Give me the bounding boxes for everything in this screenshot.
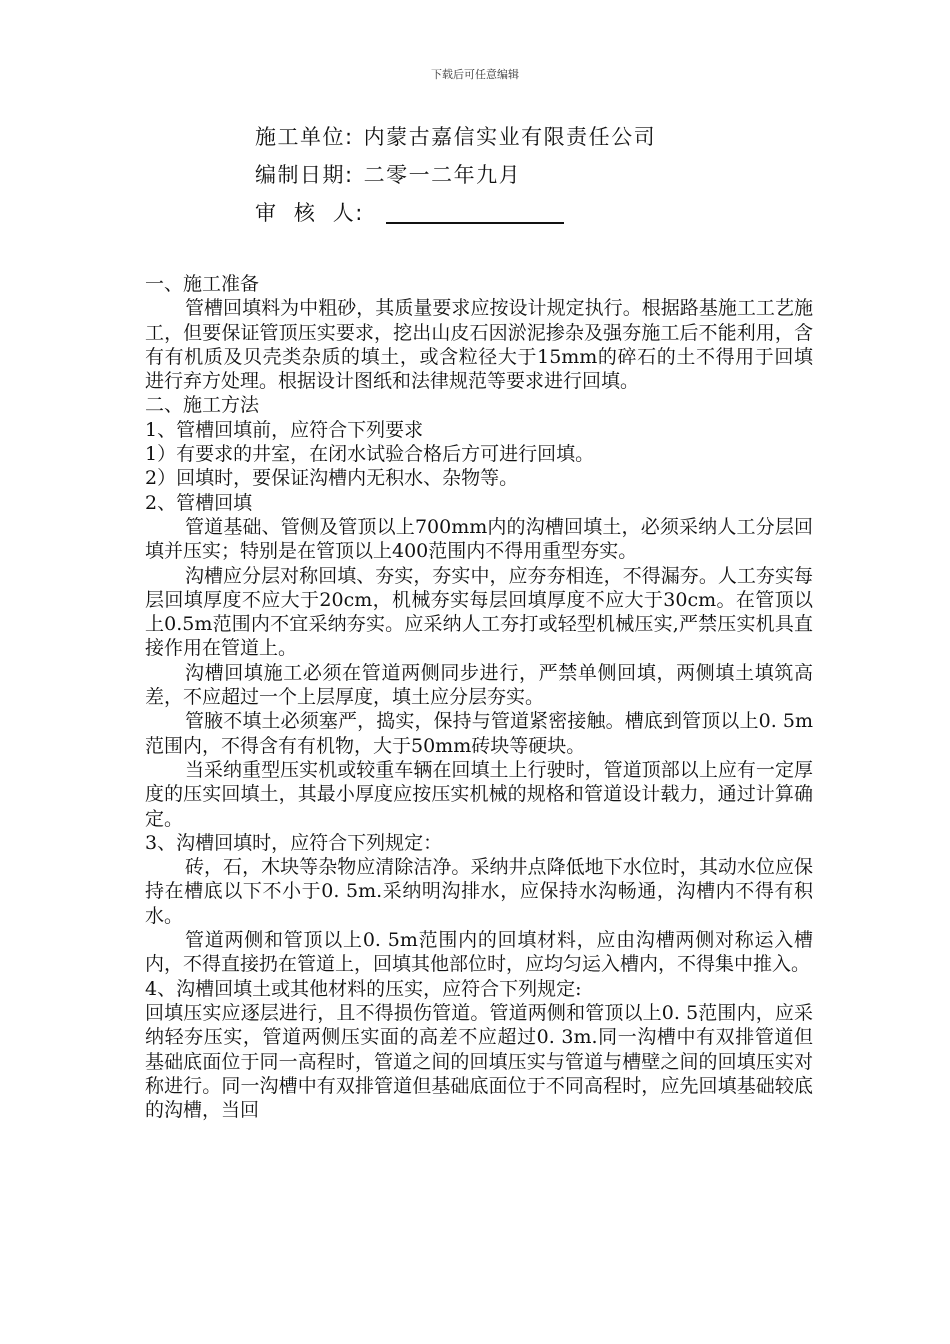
- body-paragraph: 管腋不填土必须塞严，捣实，保持与管道紧密接触。槽底到管顶以上0. 5m范围内，不得含有有机物，大于50mm砖块等硬块。: [145, 710, 813, 757]
- compile-date-label: 编制日期:: [255, 163, 354, 187]
- body-paragraph: 回填压实应逐层进行，且不得损伤管道。管道两侧和管顶以上0. 5范围内，应采纳轻夯压实，管道两侧压实面的高差不应超过0. 3m.同一沟槽中有双排管道但基础底面位于同一高程时，管道之间的回填压实与管道与槽壁之间的回填压实对称进行。同一沟槽中有双排管道但基础底面位于不同高程时，应先回填基础较底的沟槽，当回: [145, 1001, 813, 1122]
- construction-unit-value: 内蒙古嘉信实业有限责任公司: [363, 125, 657, 149]
- body-paragraph: 1）有要求的井室，在闭水试验合格后方可进行回填。: [145, 443, 595, 466]
- body-paragraph: 1、管槽回填前，应符合下列要求: [145, 418, 424, 441]
- body-paragraph: 4、沟槽回填土或其他材料的压实，应符合下列规定:: [145, 977, 582, 1000]
- body-paragraph: 管道基础、管侧及管顶以上700mm内的沟槽回填土，必须采纳人工分层回填并压实；特别是在管顶以上400范围内不得用重型夯实。: [145, 515, 813, 563]
- body-paragraph: 二、施工方法: [145, 394, 260, 417]
- construction-unit-label: 施工单位:: [255, 125, 354, 149]
- body-paragraph: 沟槽应分层对称回填、夯实，夯实中，应夯夯相连，不得漏夯。人工夯实每层回填厚度不应大于20cm，机械夯实每层回填厚度不应大于30cm。在管顶以上0.5m范围内不宜采纳夯实。应采纳人工夯打或轻型机械压实,严禁压实机具直接作用在管道上。: [145, 564, 813, 660]
- body-paragraph: 管道两侧和管顶以上0. 5m范围内的回填材料，应由沟槽两侧对称运入槽内，不得直接扔在管道上，回填其他部位时，应均匀运入槽内，不得集中推入。: [145, 929, 813, 976]
- body-paragraph: 砖，石，木块等杂物应清除洁净。采纳井点降低地下水位时，其动水位应保持在槽底以下不小于0. 5m.采纳明沟排水，应保持水沟畅通，沟槽内不得有积水。: [145, 856, 813, 927]
- body-paragraph: 一、施工准备: [145, 273, 260, 295]
- body-paragraph: 沟槽回填施工必须在管道两侧同步进行，严禁单侧回填，两侧填土填筑高差，不应超过一个上层厚度，填土应分层夯实。: [145, 661, 813, 709]
- header-note: 下载后可任意编辑: [431, 68, 519, 81]
- compile-date-value: 二零一二年九月: [363, 163, 522, 187]
- body-paragraph: 2）回填时，要保证沟槽内无积水、杂物等。: [145, 467, 519, 490]
- reviewer-line: [255, 198, 656, 236]
- reviewer-signature-blank: [386, 198, 564, 224]
- cover-block: [255, 122, 656, 236]
- compile-date-line: [255, 160, 656, 198]
- body-paragraph: 管槽回填料为中粗砂，其质量要求应按设计规定执行。根据路基施工工艺施工，但要保证管顶压实要求，挖出山皮石因淤泥掺杂及强夯施工后不能利用，含有有机质及贝壳类杂质的填土，或含粒径大于15mm的碎石的土不得用于回填进行弃方处理。根据设计图纸和法律规范等要求进行回填。: [145, 297, 813, 393]
- body-paragraph: 3、沟槽回填时，应符合下列规定：: [145, 831, 443, 854]
- document-body: [145, 272, 813, 1122]
- reviewer-label: 审 核 人:: [255, 201, 364, 225]
- construction-unit-line: [255, 122, 656, 160]
- body-paragraph: 当采纳重型压实机或较重车辆在回填土上行驶时，管道顶部以上应有一定厚度的压实回填土，其最小厚度应按压实机械的规格和管道设计载力，通过计算确定。: [145, 758, 813, 830]
- body-paragraph: 2、管槽回填: [145, 491, 253, 514]
